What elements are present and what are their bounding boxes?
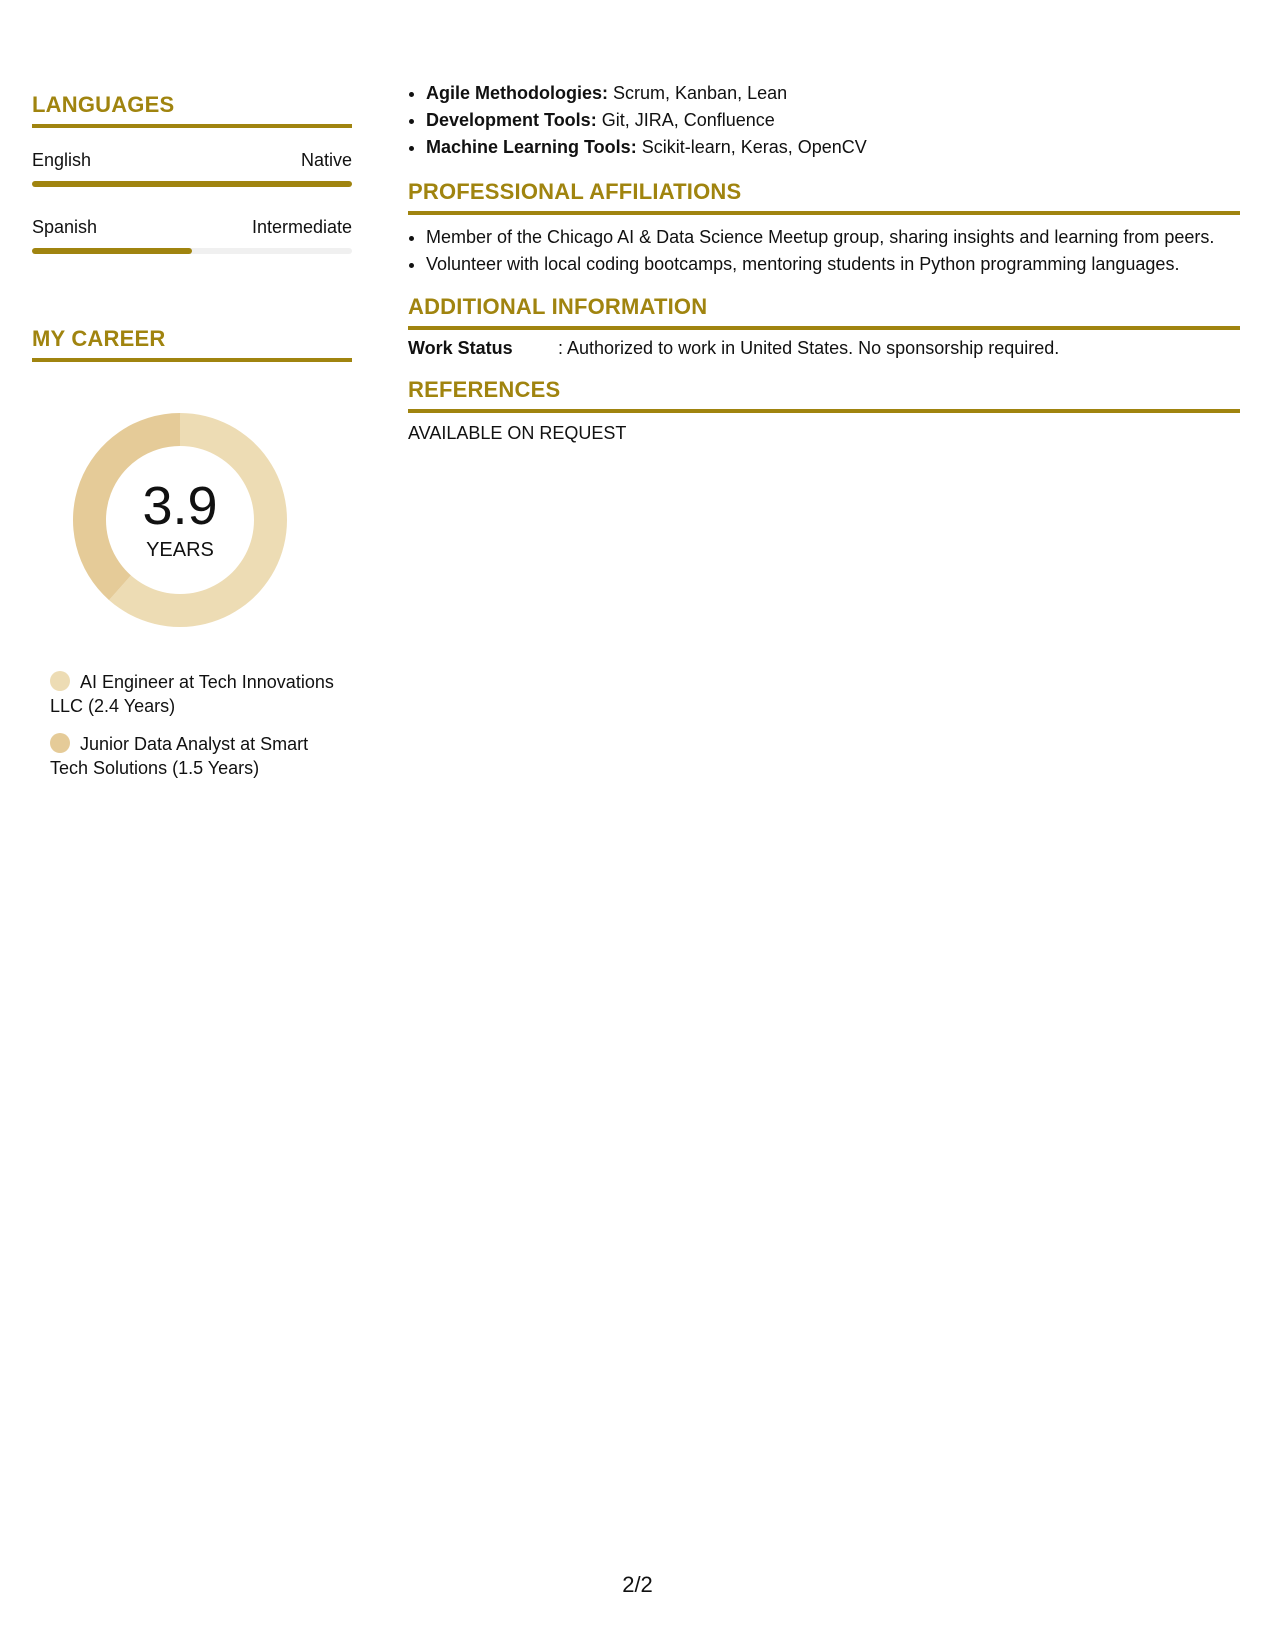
language-name: English xyxy=(32,150,92,170)
language-proficiency-fill xyxy=(32,248,192,254)
skill-value: Scikit-learn, Keras, OpenCV xyxy=(641,137,867,157)
page-number: 2/2 xyxy=(622,1572,653,1597)
work-status-row xyxy=(408,338,1240,359)
skill-item xyxy=(426,80,1240,107)
skill-label: Development Tools: xyxy=(426,110,597,130)
additional-info-heading: ADDITIONAL INFORMATION xyxy=(408,294,1240,330)
language-proficiency-bar xyxy=(32,248,352,254)
skill-label: Machine Learning Tools: xyxy=(426,137,637,157)
left-column xyxy=(32,92,352,794)
skills-list xyxy=(408,80,1240,161)
career-donut-chart xyxy=(66,406,294,634)
references-heading: REFERENCES xyxy=(408,377,1240,413)
language-proficiency-fill xyxy=(32,181,352,187)
affiliation-item: • Member of the Chicago AI & Data Science Meetup group, sharing insights and learning from peers. xyxy=(426,225,1240,249)
language-level: Intermediate xyxy=(251,217,352,237)
career-legend-item xyxy=(50,670,340,718)
skill-value: Git, JIRA, Confluence xyxy=(601,110,775,130)
right-column xyxy=(408,80,1240,444)
legend-dot-icon xyxy=(50,671,70,691)
language-proficiency-bar xyxy=(32,181,352,187)
affiliations-list xyxy=(408,225,1240,276)
donut-center xyxy=(66,406,294,634)
language-item-english xyxy=(32,150,352,187)
languages-heading: LANGUAGES xyxy=(32,92,352,128)
affiliations-heading: PROFESSIONAL AFFILIATIONS xyxy=(408,179,1240,215)
skill-item xyxy=(426,107,1240,134)
career-total-unit: YEARS xyxy=(146,538,214,561)
career-legend-item xyxy=(50,732,340,780)
skill-value: Scrum, Kanban, Lean xyxy=(613,83,788,103)
references-text: AVAILABLE ON REQUEST xyxy=(408,423,627,443)
language-level: Native xyxy=(300,150,352,170)
career-legend-label: AI Engineer at Tech Innovations LLC (2.4 Years) xyxy=(50,672,334,716)
language-item-spanish xyxy=(32,217,352,254)
language-name: Spanish xyxy=(32,217,98,237)
skill-label: Agile Methodologies: xyxy=(426,83,608,103)
skill-item xyxy=(426,134,1240,161)
career-legend-label: Junior Data Analyst at Smart Tech Solutions (1.5 Years) xyxy=(50,734,309,778)
affiliation-item: • Volunteer with local coding bootcamps, mentoring students in Python programming languages. xyxy=(426,252,1240,276)
work-status-value: : Authorized to work in United States. No sponsorship required. xyxy=(558,338,1060,358)
work-status-label: Work Status xyxy=(408,338,513,358)
career-legend xyxy=(50,670,340,780)
legend-dot-icon xyxy=(50,733,70,753)
career-total-years: 3.9 xyxy=(142,475,218,536)
career-heading: MY CAREER xyxy=(32,326,352,362)
